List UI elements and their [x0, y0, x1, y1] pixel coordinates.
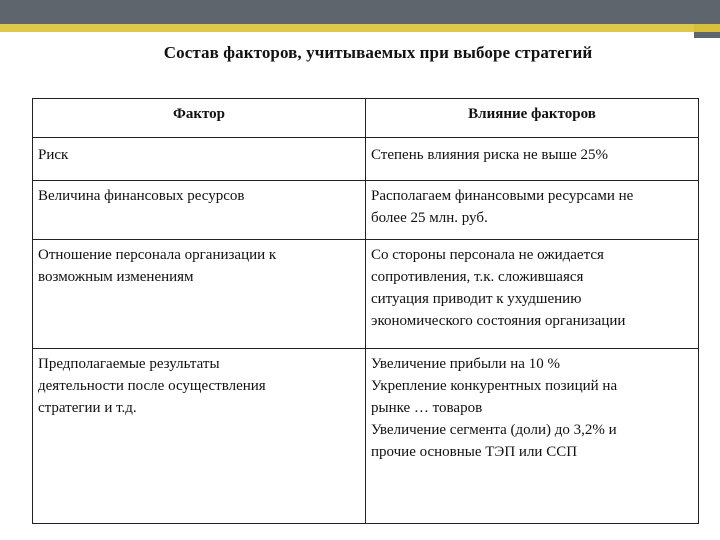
influence-cell [366, 138, 699, 181]
factor-cell [33, 349, 366, 524]
cell-line: рынке … товаров [371, 400, 483, 416]
cell-line: Увеличение сегмента (доли) до 3,2% и [371, 422, 617, 438]
table-header-row [33, 99, 699, 138]
column-header-influence: Влияние факторов [366, 99, 699, 138]
factors-table [32, 98, 699, 524]
cell-line: Располагаем финансовыми ресурсами не [371, 188, 634, 204]
cell-line: стратегии и т.д. [38, 400, 137, 416]
cell-line: прочие основные ТЭП или ССП [371, 444, 578, 460]
cell-line: сопротивления, т.к. сложившаяся [371, 269, 584, 285]
cell-line: ситуация приводит к ухудшению [371, 291, 582, 307]
cell-line: Риск [38, 147, 69, 163]
table-row [33, 138, 699, 181]
influence-cell [366, 240, 699, 349]
slide-title: Состав факторов, учитываемых при выборе стратегий [163, 43, 593, 62]
header-band-right [694, 0, 720, 38]
cell-line: Укрепление конкурентных позиций на [371, 378, 618, 394]
cell-line: возможным изменениям [38, 269, 194, 285]
factor-cell [33, 181, 366, 240]
cell-line: Отношение персонала организации к [38, 247, 277, 263]
column-header-factor: Фактор [33, 99, 366, 138]
table-row [33, 181, 699, 240]
influence-cell [366, 181, 699, 240]
cell-line: Величина финансовых ресурсов [38, 188, 245, 204]
cell-line: более 25 млн. руб. [371, 210, 488, 226]
accent-band [0, 24, 720, 32]
header-band [0, 0, 720, 24]
cell-line: экономического состояния организации [371, 313, 626, 329]
table-row [33, 240, 699, 349]
cell-line: Предполагаемые результаты [38, 356, 220, 372]
factor-cell [33, 240, 366, 349]
cell-line: Степень влияния риска не выше 25% [371, 147, 609, 163]
cell-line: Со стороны персонала не ожидается [371, 247, 604, 263]
cell-line: деятельности после осуществления [38, 378, 266, 394]
cell-line: Увеличение прибыли на 10 % [371, 356, 560, 372]
table-row [33, 349, 699, 524]
accent-band-right [694, 24, 720, 32]
factor-cell [33, 138, 366, 181]
influence-cell [366, 349, 699, 524]
